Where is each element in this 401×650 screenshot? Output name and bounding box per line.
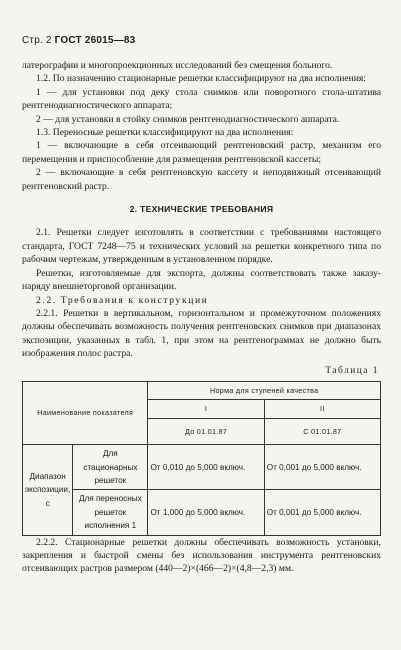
paragraph: 2.1. Решетки следует изготовлять в соответствии с требованиями настоящего стандарта, ГОСТ 7248—75 и технических условий на решетки конкретного типа по рабочим чертежам, утвержденным в установленном порядке.: [22, 227, 381, 266]
row-label: Для переносных решеток исполнения 1: [73, 490, 148, 535]
paragraph: 1.3. Переносные решетки классифицируют на два исполнения:: [36, 127, 294, 139]
table-row: [23, 490, 381, 535]
section-title: 2. ТЕХНИЧЕСКИЕ ТРЕБОВАНИЯ: [129, 204, 274, 215]
paragraph: Решетки, изготовляемые для экспорта, должны соответствовать также заказу-наряду внешнеторговой организации.: [22, 267, 381, 293]
paragraph: 2 — для установки в стойку снимков рентгенодиагностического аппарата.: [36, 113, 340, 125]
row-value-grade-2: От 0,001 до 5,000 включ.: [264, 445, 380, 490]
paragraph: латерографии и многопроекционных исследований без смещения больного.: [22, 60, 333, 71]
grade-1-header: I: [148, 400, 264, 418]
row-value-grade-1: От 1,000 до 5,000 включ.: [148, 490, 264, 535]
table-caption: Таблица 1: [325, 365, 379, 376]
param-name: Диапазон экспозиции, с: [23, 445, 73, 535]
col-name-header: Наименование показателя: [23, 381, 148, 444]
paragraph: 2.2.2. Стационарные решетки должны обеспечивать возможность установки, закрепления и быстрой смены без использования инструмента рентгеновских отсеивающих растров размером (440—2)×(466—2)×(4,8—2,3) мм.: [22, 536, 381, 575]
subsection-title: 2.2. Требования к конструкции: [36, 294, 209, 306]
grade-2-date: С 01.01.87: [264, 418, 380, 444]
page-number: Стр. 2: [22, 35, 52, 46]
page-header: [22, 35, 135, 46]
norm-table: [22, 381, 381, 536]
table-row: [23, 445, 381, 490]
body-text: [22, 59, 381, 576]
grade-1-date: До 01.01.87: [148, 418, 264, 444]
paragraph: 1 — включающие в себя отсеивающий рентгеновский растр, механизм его перемещения и приспособление для размещения рентгеновской кассеты;: [22, 140, 381, 165]
standard-code: ГОСТ 26015—83: [54, 35, 136, 46]
row-label: Для стационарных решеток: [73, 445, 148, 490]
norm-header: Норма для ступеней качества: [148, 381, 381, 399]
row-value-grade-2: От 0,001 до 5,000 включ.: [264, 490, 380, 535]
paragraph: 2.2.1. Решетки в вертикальном, горизонтальном и промежуточном положениях должны обеспечивать возможность получения рентгеновских снимков при диапазонах экспозиции, указанных в табл. 1, при этом на рентгенограммах не должно быть изображения полос растра.: [22, 307, 381, 360]
paragraph: 1.2. По назначению стационарные решетки классифицируют на два исполнения:: [36, 73, 366, 85]
paragraph: 1 — для установки под деку стола снимков или поворотного стола-штатива рентгенодиагностического аппарата;: [22, 86, 381, 112]
grade-2-header: II: [264, 400, 380, 418]
paragraph: 2 — включающие в себя рентгеновскую кассету и неподвижный отсеивающий рентгеновский растр.: [22, 167, 381, 192]
row-value-grade-1: От 0,010 до 5,000 включ.: [148, 445, 264, 490]
